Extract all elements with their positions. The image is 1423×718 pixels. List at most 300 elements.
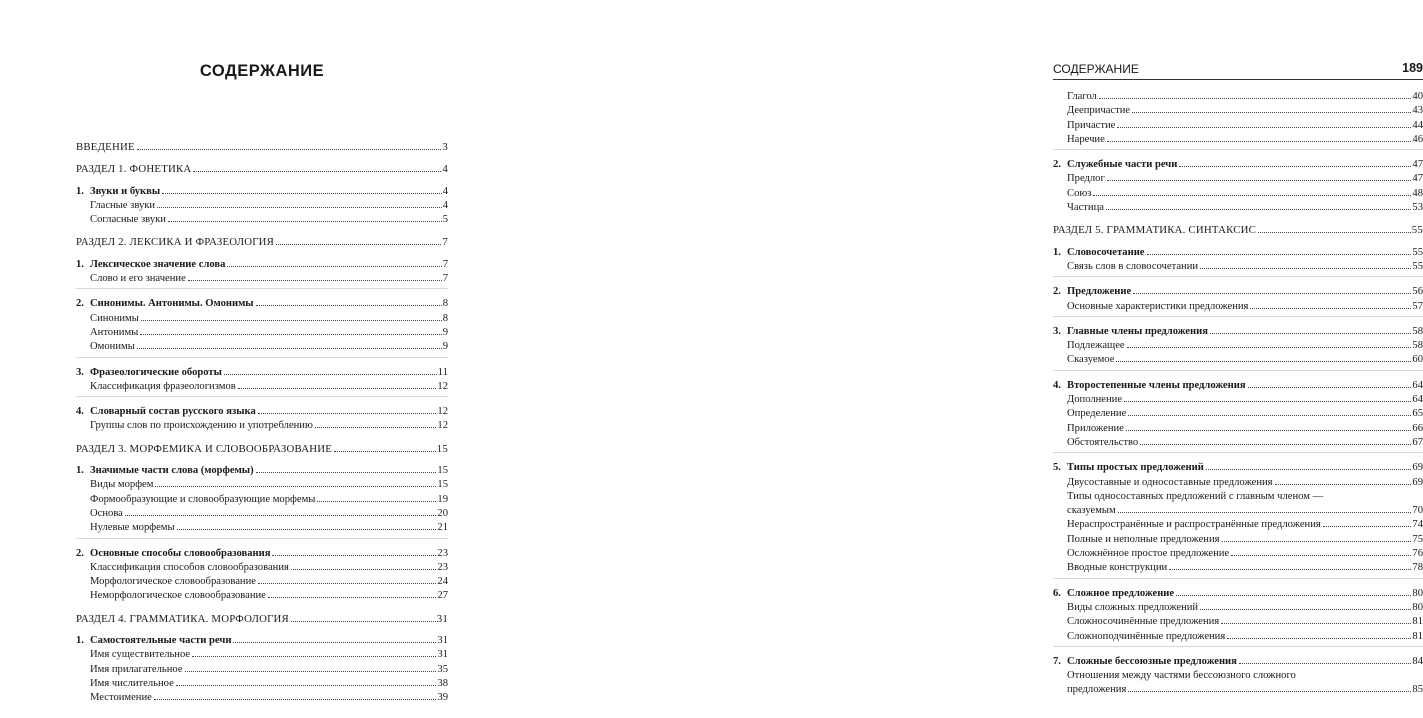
toc-page-number: 15 bbox=[436, 442, 448, 455]
toc-entry-text: РАЗДЕЛ 5. ГРАММАТИКА. СИНТАКСИС bbox=[1053, 224, 1257, 237]
toc-entry-text: Вводные конструкции bbox=[1067, 562, 1168, 574]
toc-entry-label bbox=[76, 507, 123, 521]
toc-page-number: 78 bbox=[1412, 562, 1423, 574]
dot-leader bbox=[141, 320, 442, 321]
dot-leader bbox=[188, 280, 442, 281]
dot-leader bbox=[1206, 469, 1412, 470]
toc-entry-label bbox=[76, 677, 174, 691]
chapter-separator bbox=[1053, 578, 1423, 585]
toc-page-number: 4 bbox=[442, 199, 448, 211]
toc-entry-label bbox=[1053, 187, 1091, 201]
toc-entry bbox=[1053, 561, 1423, 575]
toc-entry-label bbox=[1053, 353, 1114, 367]
toc-entry bbox=[1053, 339, 1423, 353]
toc-list-left bbox=[76, 140, 448, 706]
toc-entry bbox=[76, 493, 448, 507]
toc-entry-label bbox=[76, 366, 222, 380]
toc-chapter bbox=[1053, 461, 1423, 475]
toc-section bbox=[76, 140, 448, 154]
dot-leader bbox=[1227, 638, 1411, 639]
toc-section bbox=[76, 162, 448, 176]
toc-page-number: 75 bbox=[1412, 533, 1423, 545]
toc-entry-label bbox=[1053, 104, 1130, 118]
toc-chapter bbox=[76, 405, 448, 419]
dot-leader bbox=[1248, 387, 1412, 388]
toc-page-number: 8 bbox=[442, 312, 448, 324]
toc-entry-text: Частица bbox=[1067, 202, 1104, 214]
toc-entry-label bbox=[1053, 615, 1219, 629]
toc-entry bbox=[1053, 518, 1423, 532]
toc-entry-text: Сложные бессоюзные предложения bbox=[1067, 655, 1237, 667]
toc-entry-text: предложения bbox=[1067, 684, 1127, 696]
toc-entry bbox=[1053, 422, 1423, 436]
toc-entry bbox=[76, 691, 448, 705]
toc-page-number: 12 bbox=[437, 406, 448, 418]
chapter-number: 7. bbox=[1053, 655, 1061, 667]
dot-leader bbox=[258, 413, 437, 414]
toc-entry-label bbox=[1053, 379, 1246, 393]
toc-entry-label bbox=[76, 648, 190, 662]
toc-chapter bbox=[1053, 587, 1423, 601]
toc-entry-label bbox=[1053, 547, 1229, 561]
toc-entry bbox=[1053, 615, 1423, 629]
toc-page-number: 31 bbox=[436, 612, 448, 625]
toc-entry-text: сказуемым bbox=[1067, 505, 1116, 517]
toc-entry bbox=[1053, 533, 1423, 547]
toc-entry-text: Типы простых предложений bbox=[1067, 462, 1204, 474]
dot-leader bbox=[177, 529, 437, 530]
toc-title: СОДЕРЖАНИЕ bbox=[199, 62, 325, 80]
toc-entry-text: Деепричастие bbox=[1067, 105, 1131, 117]
running-header bbox=[1053, 61, 1423, 80]
toc-page-number: 60 bbox=[1412, 354, 1423, 366]
toc-page-number: 57 bbox=[1412, 300, 1423, 312]
chapter-separator bbox=[1053, 370, 1423, 377]
toc-entry-label bbox=[76, 419, 313, 433]
dot-leader bbox=[137, 149, 442, 150]
toc-entry-label bbox=[76, 561, 289, 575]
toc-page-number: 69 bbox=[1412, 462, 1423, 474]
chapter-separator bbox=[76, 396, 448, 403]
toc-entry-label-line: Отношения между частями бессоюзного сложного bbox=[1067, 670, 1296, 682]
toc-entry bbox=[76, 677, 448, 691]
toc-page-number: 27 bbox=[437, 590, 448, 602]
dot-leader bbox=[1169, 569, 1411, 570]
toc-chapter bbox=[1053, 246, 1423, 260]
toc-entry-text: РАЗДЕЛ 4. ГРАММАТИКА. МОРФОЛОГИЯ bbox=[76, 612, 289, 625]
dot-leader bbox=[185, 671, 437, 672]
toc-entry-label bbox=[1053, 300, 1248, 314]
toc-entry-text: Определение bbox=[1067, 408, 1127, 420]
toc-entry bbox=[76, 648, 448, 662]
chapter-number: 1. bbox=[76, 258, 84, 270]
dot-leader bbox=[291, 569, 437, 570]
dot-leader bbox=[291, 621, 436, 622]
toc-entry bbox=[76, 312, 448, 326]
toc-entry bbox=[1053, 119, 1423, 133]
chapter-number: 4. bbox=[76, 406, 84, 418]
toc-entry-text: РАЗДЕЛ 1. ФОНЕТИКА bbox=[76, 163, 192, 176]
dot-leader bbox=[1210, 333, 1411, 334]
chapter-number: 6. bbox=[1053, 587, 1061, 599]
toc-entry-label bbox=[76, 493, 315, 507]
toc-entry-label bbox=[1053, 172, 1105, 186]
toc-entry-text: Приложение bbox=[1067, 422, 1124, 434]
chapter-separator bbox=[76, 288, 448, 295]
toc-section bbox=[1053, 223, 1423, 237]
toc-entry bbox=[76, 663, 448, 677]
toc-entry-text: Сказуемое bbox=[1067, 354, 1115, 366]
toc-chapter bbox=[76, 464, 448, 478]
dot-leader bbox=[1323, 526, 1412, 527]
dot-leader bbox=[233, 642, 436, 643]
toc-page-number: 43 bbox=[1412, 105, 1423, 117]
toc-page-number: 69 bbox=[1412, 476, 1423, 488]
toc-entry-label bbox=[1053, 518, 1321, 532]
toc-entry-label bbox=[1053, 436, 1138, 450]
toc-page-number: 12 bbox=[437, 420, 448, 432]
toc-chapter bbox=[1053, 285, 1423, 299]
chapter-separator bbox=[76, 357, 448, 364]
toc-page-number: 7 bbox=[442, 236, 448, 249]
dot-leader bbox=[1124, 401, 1411, 402]
toc-page-number: 47 bbox=[1412, 159, 1423, 171]
toc-entry-text: Имя существительное bbox=[90, 649, 191, 661]
toc-entry-text: Полные и неполные предложения bbox=[1067, 533, 1220, 545]
dot-leader bbox=[1222, 541, 1412, 542]
dot-leader bbox=[1116, 361, 1411, 362]
toc-entry-text: Гласные звуки bbox=[90, 199, 156, 211]
dot-leader bbox=[272, 555, 436, 556]
toc-entry-text: Синонимы. Антонимы. Омонимы bbox=[90, 298, 254, 310]
toc-page-number: 84 bbox=[1412, 655, 1423, 667]
toc-entry-label bbox=[1053, 393, 1122, 407]
toc-entry bbox=[1053, 90, 1423, 104]
toc-entry-text: Второстепенные члены предложения bbox=[1067, 379, 1246, 391]
dot-leader bbox=[1147, 254, 1412, 255]
toc-page-number: 55 bbox=[1412, 260, 1423, 272]
toc-entry-label bbox=[76, 634, 231, 648]
toc-entry-label bbox=[1053, 158, 1177, 172]
dot-leader bbox=[1126, 430, 1412, 431]
toc-entry-text: Служебные части речи bbox=[1067, 159, 1178, 171]
toc-entry-text: Имя прилагательное bbox=[90, 663, 183, 675]
toc-entry-text: Главные члены предложения bbox=[1067, 325, 1208, 337]
toc-entry-text: Антонимы bbox=[90, 326, 139, 338]
toc-page-number: 5 bbox=[442, 214, 448, 226]
toc-page-number: 47 bbox=[1412, 173, 1423, 185]
toc-page-number: 9 bbox=[442, 341, 448, 353]
toc-entry bbox=[1053, 547, 1423, 561]
toc-entry-text: Лексическое значение слова bbox=[90, 258, 226, 270]
toc-entry-label bbox=[76, 380, 236, 394]
dot-leader bbox=[334, 451, 436, 452]
chapter-separator bbox=[1053, 452, 1423, 459]
toc-entry-text: Подлежащее bbox=[1067, 340, 1125, 352]
toc-entry-label bbox=[76, 691, 152, 705]
toc-chapter bbox=[76, 547, 448, 561]
chapter-number: 1. bbox=[1053, 246, 1061, 258]
chapter-separator bbox=[1053, 276, 1423, 283]
toc-entry-text: Обстоятельство bbox=[1067, 436, 1139, 448]
toc-entry bbox=[76, 561, 448, 575]
toc-entry bbox=[1053, 393, 1423, 407]
toc-entry-text: Связь слов в словосочетании bbox=[1067, 260, 1199, 272]
toc-page-number: 80 bbox=[1412, 587, 1423, 599]
toc-page-number: 55 bbox=[1412, 246, 1423, 258]
chapter-separator bbox=[1053, 149, 1423, 156]
dot-leader bbox=[125, 515, 437, 516]
toc-entry bbox=[1053, 187, 1423, 201]
toc-entry-text: РАЗДЕЛ 3. МОРФЕМИКА И СЛОВООБРАЗОВАНИЕ bbox=[76, 442, 332, 455]
toc-page-number: 7 bbox=[442, 258, 448, 270]
toc-entry-label bbox=[1053, 461, 1204, 475]
dot-leader bbox=[1140, 444, 1411, 445]
toc-entry bbox=[76, 340, 448, 354]
dot-leader bbox=[227, 266, 441, 267]
toc-entry-text: Имя числительное bbox=[90, 677, 174, 689]
toc-entry bbox=[1053, 407, 1423, 421]
toc-entry-label bbox=[76, 140, 135, 154]
toc-entry-text: Нераспространённые и распространённые предложения bbox=[1067, 519, 1321, 531]
dot-leader bbox=[1107, 180, 1412, 181]
toc-page-number: 53 bbox=[1412, 202, 1423, 214]
dot-leader bbox=[1099, 98, 1412, 99]
toc-page-number: 39 bbox=[437, 692, 448, 704]
toc-entry-text: Сложноподчинённые предложения bbox=[1067, 630, 1226, 642]
toc-entry-text: Основные способы словообразования bbox=[90, 547, 271, 559]
toc-entry-label bbox=[1053, 504, 1116, 518]
dot-leader bbox=[157, 207, 442, 208]
toc-entry bbox=[1053, 476, 1423, 490]
toc-entry-text: Дополнение bbox=[1067, 394, 1123, 406]
toc-entry-label bbox=[1053, 285, 1131, 299]
dot-leader bbox=[1239, 663, 1412, 664]
toc-page-number: 81 bbox=[1412, 616, 1423, 628]
toc-entry-label bbox=[1053, 223, 1256, 237]
toc-entry-label bbox=[1053, 90, 1097, 104]
toc-page-number: 65 bbox=[1412, 408, 1423, 420]
toc-entry-text: Формообразующие и словообразующие морфемы bbox=[90, 493, 316, 505]
toc-entry-label bbox=[1053, 260, 1198, 274]
chapter-number: 5. bbox=[1053, 462, 1061, 474]
chapter-separator bbox=[76, 538, 448, 545]
chapter-separator bbox=[1053, 316, 1423, 323]
toc-entry-label bbox=[76, 442, 332, 456]
dot-leader bbox=[1127, 347, 1412, 348]
toc-entry-text: Сложное предложение bbox=[1067, 587, 1175, 599]
dot-leader bbox=[1221, 623, 1411, 624]
toc-entry-text: Морфологическое словообразование bbox=[90, 576, 256, 588]
toc-entry-label bbox=[76, 612, 289, 626]
toc-entry-text: Самостоятельные части речи bbox=[90, 635, 232, 647]
toc-page-number: 58 bbox=[1412, 325, 1423, 337]
toc-entry-text: ВВЕДЕНИЕ bbox=[76, 141, 135, 153]
chapter-number: 2. bbox=[1053, 286, 1061, 298]
toc-entry bbox=[76, 575, 448, 589]
dot-leader bbox=[193, 171, 441, 172]
toc-entry-label bbox=[76, 326, 138, 340]
toc-entry-label bbox=[76, 589, 266, 603]
toc-entry-text: Осложнённое простое предложение bbox=[1067, 548, 1230, 560]
toc-page-number: 3 bbox=[442, 141, 448, 153]
toc-entry-label bbox=[76, 258, 225, 272]
chapter-number: 2. bbox=[76, 547, 84, 559]
toc-entry-text: Словарный состав русского языка bbox=[90, 406, 256, 418]
toc-entry-text: Предложение bbox=[1067, 286, 1132, 298]
chapter-number: 4. bbox=[1053, 379, 1061, 391]
toc-entry-label bbox=[76, 478, 153, 492]
dot-leader bbox=[315, 427, 437, 428]
toc-entry-text: Синонимы bbox=[90, 312, 139, 324]
toc-entry-text: Причастие bbox=[1067, 119, 1116, 131]
toc-entry-label bbox=[76, 547, 270, 561]
toc-page-number: 15 bbox=[437, 465, 448, 477]
toc-entry bbox=[1053, 133, 1423, 147]
toc-page-number: 23 bbox=[437, 561, 448, 573]
toc-entry bbox=[76, 589, 448, 603]
toc-page-number: 74 bbox=[1412, 519, 1423, 531]
toc-entry-label bbox=[1053, 561, 1167, 575]
toc-page-number: 21 bbox=[437, 522, 448, 534]
toc-page-number: 38 bbox=[437, 677, 448, 689]
toc-chapter bbox=[1053, 655, 1423, 669]
toc-entry bbox=[76, 272, 448, 286]
dot-leader bbox=[268, 597, 437, 598]
toc-entry bbox=[1053, 601, 1423, 615]
toc-entry bbox=[76, 507, 448, 521]
dot-leader bbox=[162, 193, 442, 194]
toc-entry-label bbox=[1053, 201, 1104, 215]
toc-page-number: 19 bbox=[437, 493, 448, 505]
toc-chapter bbox=[1053, 325, 1423, 339]
toc-list-right bbox=[1053, 90, 1423, 698]
toc-entry bbox=[76, 326, 448, 340]
dot-leader bbox=[317, 501, 436, 502]
toc-entry-label bbox=[76, 340, 135, 354]
toc-entry-label bbox=[76, 272, 186, 286]
dot-leader bbox=[256, 305, 442, 306]
toc-page-number: 48 bbox=[1412, 187, 1423, 199]
toc-entry-label bbox=[1053, 683, 1126, 697]
toc-entry-text: Виды сложных предложений bbox=[1067, 601, 1199, 613]
toc-entry-label bbox=[1053, 339, 1125, 353]
toc-entry-label bbox=[76, 297, 254, 311]
toc-section bbox=[76, 235, 448, 249]
dot-leader bbox=[176, 685, 437, 686]
toc-page-number: 66 bbox=[1412, 422, 1423, 434]
toc-page-number: 7 bbox=[442, 273, 448, 285]
toc-entry-label bbox=[76, 663, 183, 677]
toc-entry-text: Глагол bbox=[1067, 91, 1097, 102]
toc-page-number: 9 bbox=[442, 326, 448, 338]
toc-chapter bbox=[76, 258, 448, 272]
toc-entry-label bbox=[1053, 601, 1198, 615]
toc-entry bbox=[1053, 172, 1423, 186]
dot-leader bbox=[1107, 141, 1412, 142]
running-header-title: СОДЕРЖАНИЕ bbox=[1053, 62, 1139, 76]
toc-entry-text: Неморфологическое словообразование bbox=[90, 590, 266, 602]
toc-entry bbox=[1053, 683, 1423, 697]
toc-page-number: 23 bbox=[437, 547, 448, 559]
toc-page-number: 31 bbox=[437, 649, 448, 661]
toc-page-number: 24 bbox=[437, 576, 448, 588]
toc-page-number: 11 bbox=[437, 366, 448, 378]
toc-chapter bbox=[1053, 379, 1423, 393]
toc-entry-label bbox=[1053, 246, 1145, 260]
toc-entry-text: Предлог bbox=[1067, 173, 1105, 185]
toc-page-number: 12 bbox=[437, 380, 448, 392]
toc-section bbox=[76, 612, 448, 626]
toc-entry bbox=[1053, 300, 1423, 314]
toc-entry-label bbox=[76, 464, 254, 478]
toc-entry-text: Значимые части слова (морфемы) bbox=[90, 465, 254, 477]
dot-leader bbox=[137, 348, 442, 349]
toc-entry bbox=[76, 419, 448, 433]
toc-entry-label-line: Типы односоставных предложений с главным членом — bbox=[1067, 490, 1324, 502]
dot-leader bbox=[224, 374, 437, 375]
dot-leader bbox=[1200, 268, 1411, 269]
toc-chapter bbox=[76, 366, 448, 380]
toc-page-number: 58 bbox=[1412, 340, 1423, 352]
toc-page-number: 70 bbox=[1412, 505, 1423, 517]
dot-leader bbox=[1093, 195, 1411, 196]
toc-entry-text: Слово и его значение bbox=[90, 273, 186, 285]
dot-leader bbox=[1132, 112, 1411, 113]
chapter-number: 2. bbox=[1053, 159, 1061, 171]
toc-entry-label bbox=[76, 235, 274, 249]
toc-chapter bbox=[76, 634, 448, 648]
toc-entry bbox=[1053, 436, 1423, 450]
dot-leader bbox=[276, 244, 441, 245]
toc-entry-text: Омонимы bbox=[90, 341, 135, 353]
chapter-number: 1. bbox=[76, 635, 84, 647]
dot-leader bbox=[1128, 415, 1411, 416]
toc-page-number: 64 bbox=[1412, 379, 1423, 391]
dot-leader bbox=[168, 221, 442, 222]
dot-leader bbox=[1258, 232, 1411, 233]
toc-entry-text: Нулевые морфемы bbox=[90, 522, 175, 534]
toc-page-number: 15 bbox=[437, 479, 448, 491]
toc-entry bbox=[76, 478, 448, 492]
toc-entry-label bbox=[76, 185, 160, 199]
dot-leader bbox=[1231, 555, 1411, 556]
toc-page-number: 81 bbox=[1412, 630, 1423, 642]
dot-leader bbox=[1176, 595, 1411, 596]
toc-entry-text: РАЗДЕЛ 2. ЛЕКСИКА И ФРАЗЕОЛОГИЯ bbox=[76, 236, 275, 249]
dot-leader bbox=[258, 583, 436, 584]
toc-entry-label bbox=[1053, 325, 1208, 339]
dot-leader bbox=[1133, 293, 1411, 294]
toc-entry-label bbox=[1053, 133, 1105, 147]
dot-leader bbox=[1179, 166, 1411, 167]
dot-leader bbox=[1106, 209, 1411, 210]
toc-entry-label bbox=[1053, 533, 1220, 547]
toc-entry-label bbox=[76, 213, 166, 227]
chapter-number: 1. bbox=[76, 185, 84, 197]
toc-entry-label bbox=[1053, 630, 1225, 644]
toc-page-number: 35 bbox=[437, 663, 448, 675]
toc-entry-label bbox=[1053, 587, 1174, 601]
toc-chapter bbox=[1053, 158, 1423, 172]
toc-entry-label bbox=[76, 162, 191, 176]
right-page bbox=[500, 0, 1423, 718]
toc-entry-text: Основные характеристики предложения bbox=[1067, 300, 1249, 312]
chapter-number: 3. bbox=[76, 366, 84, 378]
dot-leader bbox=[155, 486, 436, 487]
toc-entry-text: Двусоставные и односоставные предложения bbox=[1067, 476, 1273, 488]
toc-entry-label bbox=[1053, 655, 1237, 669]
